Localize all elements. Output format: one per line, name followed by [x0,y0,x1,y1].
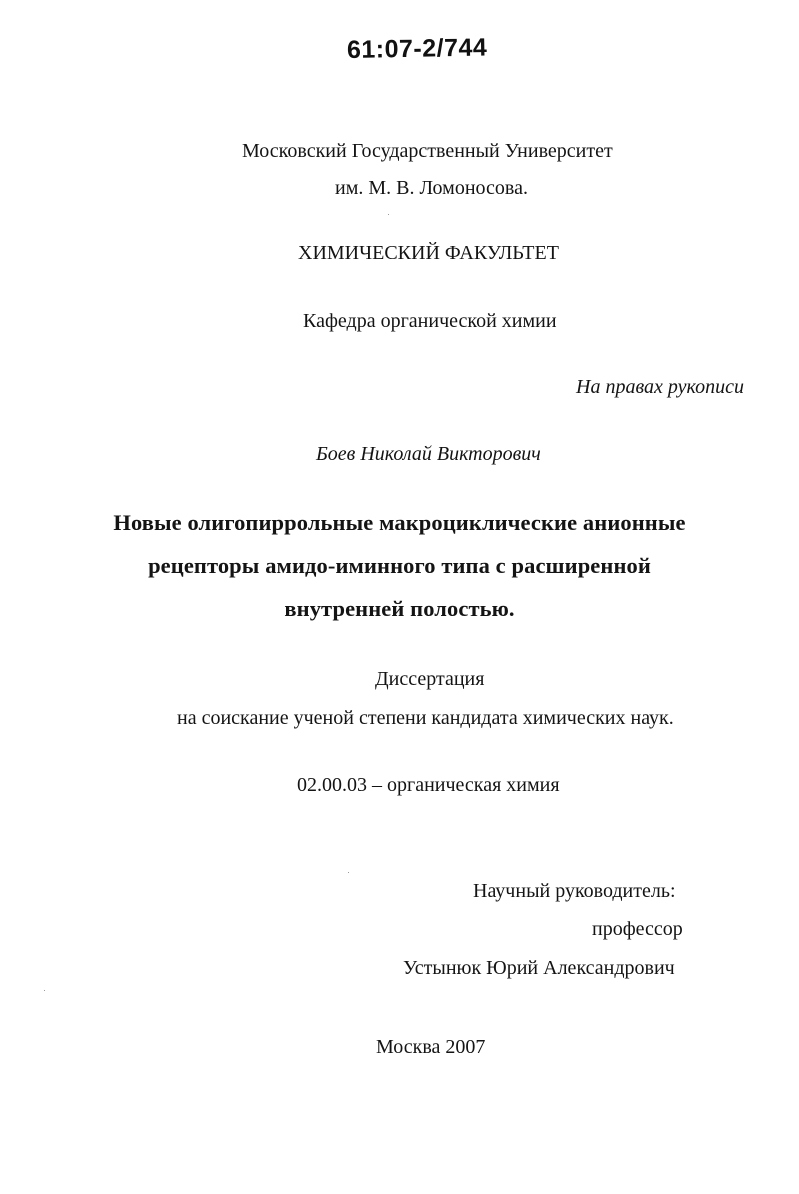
supervisor-rank: профессор [592,918,683,940]
thesis-title-line-2: рецепторы амидо-иминного типа с расширенной [148,553,651,578]
faculty-name: ХИМИЧЕСКИЙ ФАКУЛЬТЕТ [298,242,559,264]
supervisor-label: Научный руководитель: [473,880,676,902]
thesis-title-line-1: Новые олигопиррольные макроциклические анионные [113,510,686,535]
scan-speck [348,872,349,873]
dissertation-type: Диссертация [375,668,485,690]
archive-stamp: 61:07-2/744 [346,33,488,64]
manuscript-note: На правах рукописи [576,376,744,398]
scan-speck [388,214,389,215]
scan-speck [44,990,45,991]
specialty-code: 02.00.03 – органическая химия [297,774,560,796]
thesis-title-line-3: внутренней полостью. [284,596,515,621]
place-and-year: Москва 2007 [376,1036,486,1058]
supervisor-name: Устынюк Юрий Александрович [403,957,675,979]
university-name: Московский Государственный Университет [242,140,613,162]
author-name: Боев Николай Викторович [316,443,541,465]
university-named-after: им. М. В. Ломоносова. [335,177,528,199]
department-name: Кафедра органической химии [303,310,557,332]
dissertation-purpose: на соискание ученой степени кандидата химических наук. [177,707,674,729]
